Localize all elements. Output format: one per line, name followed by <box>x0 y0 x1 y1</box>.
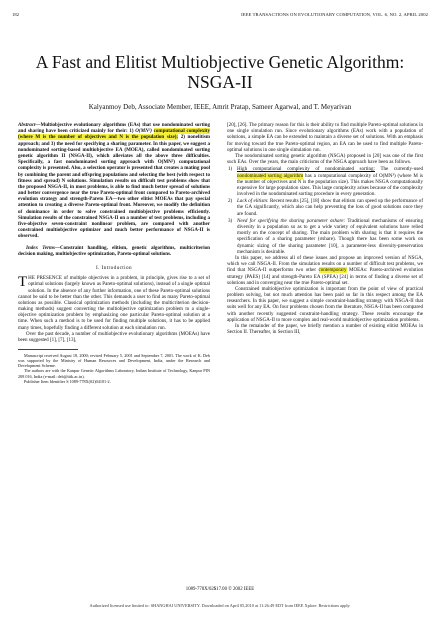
paragraph-text: In this paper, we address all of these issues and propose an improved version of NSGA, which we call NSGA-II. From the simulation results on a number of difficult test problems, we find that NSGA-II outperforms two other <box>227 254 423 274</box>
abstract <box>18 122 210 240</box>
journal-header: IEEE TRANSACTIONS ON EVOLUTIONARY COMPUTATION, VOL. 6, NO. 2, APRIL 2002 <box>241 12 428 17</box>
list-item <box>228 198 424 217</box>
list-item-text: Recent results [25], [18] show that elitism can speed up the performance of the GA significantly, which also can help preventing the loss of good solutions once they are found. <box>237 198 424 217</box>
intro-paragraph-1 <box>18 275 210 331</box>
list-item-text: has a computational complexity of O(MN³) (where M is the number of objectives and N is the population size). This makes NSGA computationally expensive for large population sizes. This large complexity arises because of the complexity involved in the nondominated sorting procedure in every generation. <box>237 172 424 198</box>
drop-cap: T <box>18 274 28 291</box>
list-item-lead: Lack of elitism: <box>237 198 269 205</box>
right-column <box>227 122 423 335</box>
right-paragraph-4: Constrained multiobjective optimization is important from the point of view of practical problem solving, but not much attention has been paid so far in this respect among the EA researchers. In this paper, we suggest a simple constraint-handling strategy with NSGA-II that suits well for any EA. On four problems chosen from the literature, NSGA-II has been compared with another recently suggested constraint-handling strategy. These results encourage the application of NSGA-II to more complex and real-world multiobjective optimization problems. <box>227 285 423 323</box>
section-heading-introduction: I. Introduction <box>96 264 132 271</box>
footnote-manuscript: Manuscript received August 18, 2000; revised February 5, 2001 and September 7, 2001. The work of K. Deb was supported by the Ministry of Human Resources and Development, India, under the Research and Development Scheme. <box>18 353 210 369</box>
right-paragraph-5: In the remainder of the paper, we briefly mention a number of existing elitist MOEAs in Section II. Thereafter, in Section III, <box>227 323 423 336</box>
right-paragraph-3 <box>227 255 423 286</box>
list-item-mid: The currently-used <box>380 166 423 173</box>
highlight-complexity: computational complexity (where M is the number of objectives and N is the population size); <box>18 128 210 141</box>
abstract-part2: 2) nonelitism approach; and 3) the need for specifying a sharing parameter. In this paper, we suggest a nondominated sorting-based multiobjective EA (MOEA), called nondominated sorting genetic algorithm II (NSGA-II), which alleviates all the above three difficulties. Specifically, a fast nondominated sorting approach with O(MN²) computational complexity is presented. Also, a selection operator is presented that creates a mating pool by combining the parent and offspring populations and selecting the best (with respect to fitness and spread) N solutions. Simulation results on difficult test problems show that the proposed NSGA-II, in most problems, is able to find much better spread of solutions and better convergence near the true Pareto-optimal front compared to Pareto-archived evolution strategy and strength-Pareto EA—two other elitist MOEAs that pay special attention to creating a diverse Pareto-optimal front. Moreover, we modify the definition of dominance in order to solve constrained multiobjective problems efficiently. Simulation results of the constrained NSGA-II on a number of test problems, including a five-objective seven-constraint nonlinear problem, are compared with another constrained multiobjective optimizer and much better performance of NSGA-II is observed. <box>18 134 210 240</box>
paper-title: A Fast and Elitist Multiobjective Genetic Algorithm: NSGA-II <box>35 52 405 92</box>
list-number: 1) <box>228 166 233 173</box>
page-number: 182 <box>12 12 20 17</box>
download-notice: Authorized licensed use limited to: SHANGHAI UNIVERSITY. Downloaded on April 05,2010 at 11:26:49 EDT from IEEE Xplore. Restrictions apply. <box>89 603 351 608</box>
right-paragraph-1: [20], [26]. The primary reason for this is their ability to find multiple Pareto-optimal solutions in one single simulation run. Since evolutionary algorithms (EAs) work with a population of solutions, a simple EA can be extended to maintain a diverse set of solutions. With an emphasis for moving toward the true Pareto-optimal region, an EA can be used to find multiple Pareto-optimal solutions in one single simulation run. <box>227 122 423 153</box>
copyright-code: 1089-778X/02$17.00 © 2002 IEEE <box>185 587 255 592</box>
running-header <box>12 12 428 22</box>
right-paragraph-2: The nondominated sorting genetic algorithm (NSGA) proposed in [20] was one of the first such EAs. Over the years, the main criticisms of the NSGA approach have been as follows. <box>227 152 423 166</box>
list-item-lead: High computational complexity of nondominated sorting: <box>237 166 375 173</box>
list-item <box>228 217 423 255</box>
list-number: 3) <box>228 217 233 224</box>
footnote-publisher-id: Publisher Item Identifier S 1089-778X(02)04101-2. <box>24 378 111 384</box>
list-item <box>228 166 424 198</box>
abstract-lead: Abstract— <box>18 122 41 128</box>
index-terms-lead: Index Terms— <box>26 244 60 251</box>
complexity-expression: O(MN³) <box>135 128 152 135</box>
index-terms <box>18 245 210 257</box>
list-number: 2) <box>228 198 233 205</box>
author-list: Kalyanmoy Deb, Associate Member, IEEE, Amrit Pratap, Sameer Agarwal, and T. Meyarivan <box>88 103 352 111</box>
footnote-divider <box>18 349 78 350</box>
list-item-lead: Need for specifying the sharing parameter σshare: <box>237 217 346 224</box>
index-terms-text: Constraint handling, elitism, genetic algorithms, multicriterion decision making, multiobjective optimization, Pareto-optimal solutions. <box>18 244 210 257</box>
footnote-affiliation: The authors are with the Kanpur Genetic Algorithms Laboratory, Indian Institute of Technology, Kanpur PIN 208 016, India (e-mail: deb@iitk.ac.in). <box>18 368 210 379</box>
left-column <box>18 122 210 384</box>
paragraph-text: MOEAs: Pareto-archived evolution strategy (PAES) [14] and strength-Pareto EA (SPEA) [24] in terms of finding a diverse set of solutions and in converging near the true Pareto-optimal set. <box>227 267 423 286</box>
intro-text-1: HE PRESENCE of multiple objectives in a problem, in principle, gives rise to a set of optimal solutions (largely known as Pareto-optimal solutions), instead of a single optimal solution. In the absence of any further information, one of these Pareto-optimal solutions cannot be said to be better than the other. This demands a user to find as many Pareto-optimal solutions as possible. Classical optimization methods (including the multicriterion decision-making methods) suggest converting the multiobjective optimization problem to a single-objective optimization problem by emphasizing one particular Pareto-optimal solution at a time. When such a method is to be used for finding multiple solutions, it has to be applied many times, hopefully finding a different solution at each simulation run. <box>18 275 210 331</box>
highlight-contemporary: contemporary <box>318 267 347 274</box>
abstract-part1: Multiobjective evolutionary algorithms (EAs) that use nondominated sorting and sharing have been criticized mainly for their: 1) <box>18 122 210 135</box>
highlight-sorting: nondominated sorting algorithm <box>237 172 304 179</box>
intro-paragraph-2: Over the past decade, a number of multiobjective evolutionary algorithms (MOEAs) have been suggested [1], [7], [13], <box>18 330 210 343</box>
list-item-text: Traditional mechanisms of ensuring diversity in a population so as to get a wide variety of equivalent solutions have relied mostly on the concept of sharing. The main problem with sharing is that it requires the specification of a sharing parameter (σshare). Though there has been some work on dynamic sizing of the sharing parameter [10], a parameter-less diversity-preservation mechanism is desirable. <box>237 217 423 255</box>
criticism-list <box>227 166 423 255</box>
